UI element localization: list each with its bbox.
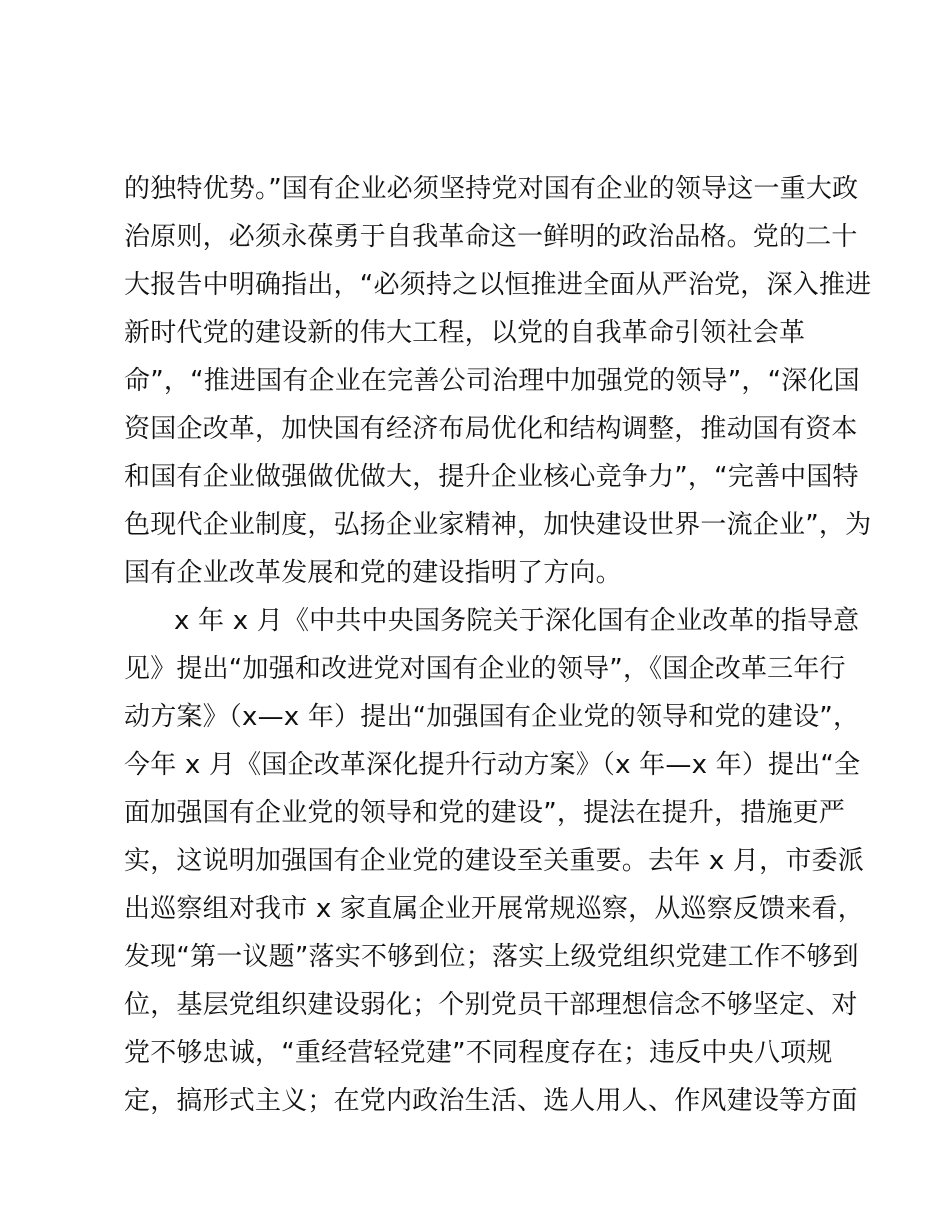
text-line: 动方案》（x—x 年）提出“加强国有企业党的领导和党的建设”， — [124, 702, 860, 732]
text-line: 国有企业改革发展和党的建设指明了方向。 — [124, 558, 622, 588]
paragraph-first-line: x 年 x 月《中共中央国务院关于深化国有企业改革的指导意 — [174, 606, 860, 636]
text-line: 发现“第一议题”落实不够到位；落实上级党组织党建工作不够到 — [124, 942, 859, 972]
text-line: 资国企改革，加快国有经济布局优化和结构调整，推动国有资本 — [124, 414, 858, 444]
text-line: 新时代党的建设新的伟大工程，以党的自我革命引领社会革 — [124, 318, 806, 348]
text-line: 的独特优势。”国有企业必须坚持党对国有企业的领导这一重大政 — [124, 174, 859, 204]
text-line: 见》提出“加强和改进党对国有企业的领导”，《国企改革三年行 — [124, 654, 846, 684]
text-line: 今年 x 月《国企改革深化提升行动方案》（x 年—x 年）提出“全 — [124, 750, 861, 780]
text-line: 位，基层党组织建设弱化；个别党员干部理想信念不够坚定、对 — [124, 990, 858, 1020]
text-line: 实，这说明加强国有企业党的建设至关重要。去年 x 月，市委派 — [124, 846, 864, 876]
text-line: 色现代企业制度，弘扬企业家精神，加快建设世界一流企业”，为 — [124, 510, 872, 540]
text-line: 党不够忠诚，“重经营轻党建”不同程度存在；违反中央八项规 — [124, 1038, 833, 1068]
text-line: 出巡察组对我市 x 家直属企业开展常规巡察，从巡察反馈来看， — [124, 894, 864, 924]
text-line: 大报告中明确指出，“必须持之以恒推进全面从严治党，深入推进 — [124, 270, 872, 300]
text-line: 定，搞形式主义；在党内政治生活、选人用人、作风建设等方面 — [124, 1086, 858, 1116]
body-text — [124, 165, 872, 1125]
text-line: 治原则，必须永葆勇于自我革命这一鲜明的政治品格。党的二十 — [124, 222, 858, 252]
text-line: 和国有企业做强做优做大，提升企业核心竞争力”，“完善中国特 — [124, 462, 859, 492]
text-line: 命”，“推进国有企业在完善公司治理中加强党的领导”，“深化国 — [124, 366, 860, 396]
text-line: 面加强国有企业党的领导和党的建设”，提法在提升，措施更严 — [124, 798, 846, 828]
